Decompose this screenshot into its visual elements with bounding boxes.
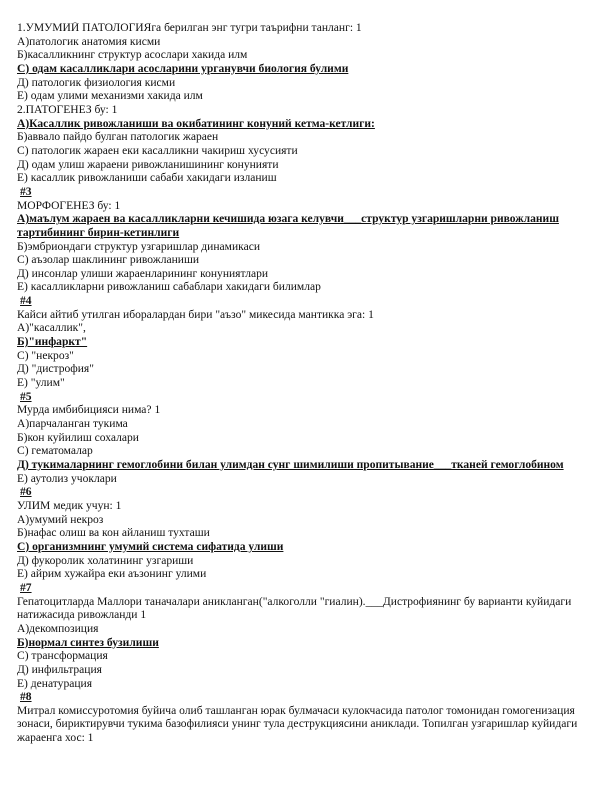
text-line: Д) одам улиш жараени ривожланишининг конунияти <box>17 158 279 171</box>
question-number: #4 <box>20 295 32 308</box>
text-line: Д) "дистрофия" <box>17 363 94 376</box>
text-line: Д) патологик физиология кисми <box>17 76 176 89</box>
text-line: С) трансформация <box>17 650 108 663</box>
correct-answer-line: А)Касаллик ривожланиши ва окибатининг конуний кетма-кетлиги: <box>17 117 375 130</box>
text-line: Б)касалликнинг структур асослари хакида илм <box>17 49 248 62</box>
text-line: А)декомпозиция <box>17 622 99 635</box>
text-line: Е) одам улими механизми хакида илм <box>17 90 203 103</box>
text-line: С) аъзолар шаклининг ривожланиши <box>17 254 200 267</box>
text-line: Е) "улим" <box>17 377 65 390</box>
correct-answer-line: А)маълум жараен ва касалликларни кечишида юзага келувчи___структур узгаришларни ривожланиш тартибининг бирин-кетинлиги <box>17 213 559 239</box>
text-line: УЛИМ медик учун: 1 <box>17 499 122 512</box>
text-line: 1.УМУМИЙ ПАТОЛОГИЯга берилган энг тугри таърифни танланг: 1 <box>17 22 362 34</box>
text-line: Д) инсонлар улиши жараенларининг конуниятлари <box>17 267 269 280</box>
text-line: Е) касаллик ривожланиши сабаби хакидаги изланиш <box>17 172 277 185</box>
question-number: #3 <box>20 185 32 198</box>
text-line: 2.ПАТОГЕНЕЗ бу: 1 <box>17 103 118 116</box>
text-line: Е) касалликларни ривожланиш сабаблари хакидаги билимлар <box>17 281 321 294</box>
text-line: Б)нафас олиш ва кон айланиш тухташи <box>17 527 210 540</box>
question-text: Митрал комиссуротомия буйича олиб ташланган юрак булмачаси кулокчасида патолог томонидан гомогенизация зонаси, бириктирувчи тукима базофилияси унинг тула деструкциясини аниклади. Топилган узгаришлар куйидаги жараенга хос: 1 <box>17 704 578 745</box>
correct-answer-line: Б)"инфаркт" <box>17 336 88 349</box>
text-line: А)"касаллик", <box>17 322 86 335</box>
text-line: С) гематомалар <box>17 445 93 458</box>
text-line: А)патологик анатомия кисми <box>17 35 161 48</box>
text-line: Б)эмбриондаги структур узгаришлар динамикаси <box>17 240 261 253</box>
text-line: Е) айрим хужайра еки аъзонинг улими <box>17 568 207 581</box>
question-number: #6 <box>20 486 32 499</box>
text-line: Д) фукоролик холатининг узгариши <box>17 554 194 567</box>
text-line: С) "некроз" <box>17 349 74 362</box>
text-line: Е) аутолиз учоклари <box>17 472 117 485</box>
text-line: Д) инфильтрация <box>17 663 102 676</box>
question-number: #7 <box>20 581 32 594</box>
text-line: А)парчаланган тукима <box>17 418 128 431</box>
question-text: Гепатоцитларда Маллори таначалари аникланган("алкоголли "гиалин).___Дистрофиянинг бу варианти куйидаги натижасида ривожланди 1 <box>17 595 572 622</box>
text-line: Мурда имбибицияси нима? 1 <box>17 404 161 417</box>
text-line: А)умумий некроз <box>17 513 104 526</box>
text-line: Е) денатурация <box>17 677 93 690</box>
correct-answer-line: С) одам касалликлари асосларини урганувчи биология булими <box>17 62 349 75</box>
text-line: Б)кон куйилиш сохалари <box>17 431 139 444</box>
question-number: #8 <box>20 691 32 704</box>
correct-answer-line: Д) тукималарнинг гемоглобини билан улимдан сунг шимилиши пропитывание___тканей гемоглобином <box>17 459 564 471</box>
correct-answer-line: Б)нормал синтез бузилиши <box>17 636 159 649</box>
text-line: Кайси айтиб утилган иборалардан бири "аъзо" микесида мантикка эга: 1 <box>17 308 374 321</box>
text-line: Б)аввало пайдо булган патологик жараен <box>17 131 219 144</box>
question-number: #5 <box>20 390 32 403</box>
text-line: С) патологик жараен еки касалликни чакириш хусусияти <box>17 144 298 157</box>
text-line: МОРФОГЕНЕЗ бу: 1 <box>17 199 121 212</box>
correct-answer-line: С) организмнинг умумий система сифатида улиши <box>17 540 284 553</box>
